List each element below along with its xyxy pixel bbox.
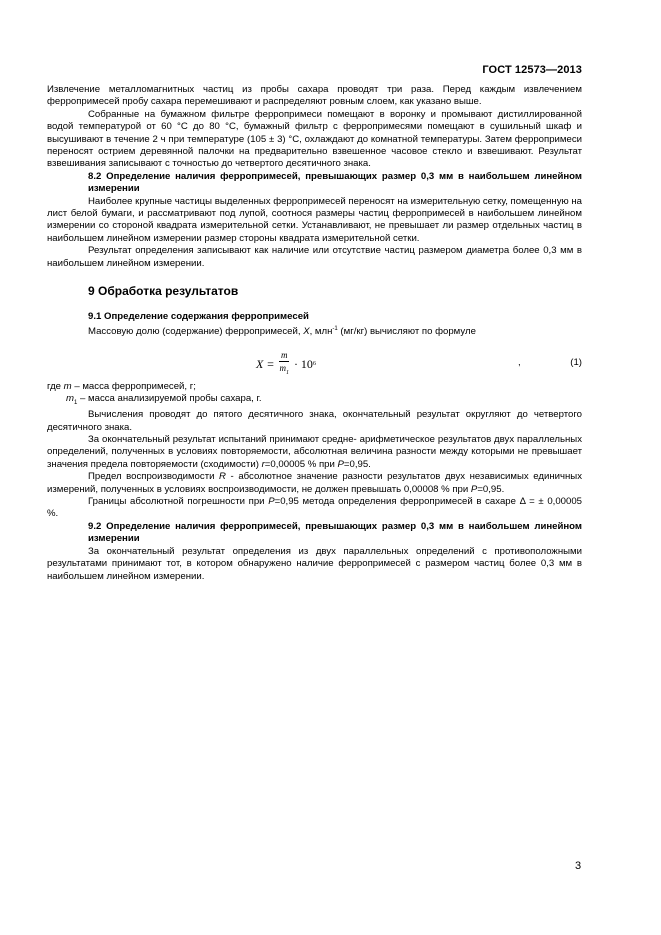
variable-p: Р — [470, 483, 478, 495]
text-run: - абсолютное значение разности результатов двух независимых единичных измерений, полученных в условиях воспроизводимости, не должен превышать 0,00008 % при — [47, 471, 582, 495]
variable-p: Р — [268, 496, 275, 508]
page-number: 3 — [575, 860, 582, 872]
section-heading-9: 9 Обработка результатов — [88, 284, 239, 299]
variable-m: m — [63, 380, 72, 392]
variable-R: R — [219, 471, 226, 483]
text-run: =0,00005 % при — [264, 458, 338, 470]
page-content — [47, 84, 583, 583]
text-run: =0,95. — [343, 458, 371, 470]
formula-1 — [88, 347, 582, 379]
denominator-var: m — [279, 362, 286, 373]
paragraph-calc-precision — [47, 409, 582, 434]
where-line-1 — [47, 381, 582, 393]
text-run: – масса анализируемой пробы сахара, г. — [77, 392, 262, 404]
subsection-heading-8-2: 8.2 Определение наличия ферропримесей, превышающих размер 0,3 мм в наибольшем линейном измерении — [88, 170, 582, 195]
formula-numerator: m — [279, 349, 290, 362]
text-run: Массовую долю (содержание) ферропримесей, — [88, 326, 304, 338]
text-run: Границы абсолютной погрешности при — [88, 496, 269, 508]
denominator-sub: 1 — [285, 369, 289, 376]
text-run: =0,95 метода определения ферропримесей в сахаре Δ = ± 0,00005 %. — [47, 496, 582, 520]
where-line-2 — [66, 393, 582, 409]
paragraph-result-record — [47, 245, 582, 270]
formula-exponent: 6 — [312, 360, 316, 367]
subscript: 1 — [74, 399, 78, 406]
paragraph-text: Извлечение металломагнитных частиц из пробы сахара проводят три раза. Перед каждым извлечением ферропримесей пробу сахара перемешивают и распределяют ровным слоем, как указано выше. — [47, 84, 582, 108]
paragraph-final-result — [47, 434, 582, 471]
text-run: =0,95. — [477, 483, 505, 495]
paragraph-formula-intro — [47, 323, 582, 339]
variable-r: r — [261, 458, 265, 470]
variable-p: Р — [337, 458, 344, 470]
formula-comma: , — [518, 356, 521, 368]
paragraph-text: Вычисления проводят до пятого десятичного знака, окончательный результат округляют до четвертого десятичного знака. — [47, 409, 582, 433]
formula-number: (1) — [570, 356, 582, 368]
paragraph-reproducibility — [47, 471, 582, 496]
paragraph-error-bounds — [47, 496, 582, 521]
variable-x: X — [303, 326, 310, 338]
text-run: где — [47, 380, 64, 392]
text-run: Предел воспроизводимости — [88, 471, 220, 483]
paragraph-filter — [47, 109, 582, 171]
text-run: (мг/кг) вычисляют по формуле — [337, 326, 476, 338]
subsection-heading-9-1: 9.1 Определение содержания ферропримесей — [88, 310, 309, 322]
paragraph-extraction — [47, 84, 582, 109]
paragraph-text: Результат определения записывают как наличие или отсутствие частиц размером диаметра более 0,3 мм в наибольшем линейном измерении. — [47, 245, 582, 269]
text-run: , млн — [309, 326, 333, 338]
paragraph-final-presence — [47, 546, 582, 583]
document-id: ГОСТ 12573—2013 — [482, 64, 582, 76]
formula-fraction — [277, 349, 291, 380]
paragraph-text: Наиболее крупные частицы выделенных ферропримесей переносят на измерительную сетку, помещенную на лист белой бумаги, и рассматривают под лупой, соотнося размеры частиц ферропримесей в наибольшем линейном измерении со стороной квадрата измерительной сетки. Устанавливают, не превышает ли размер отдельных частиц в наибольшем линейном измерении размер стороны квадрата измерительной сетки. — [47, 195, 583, 244]
paragraph-grid — [47, 196, 582, 246]
paragraph-text: Собранные на бумажном фильтре ферропримеси помещают в воронку и промывают дистиллированной водой температурой от 60 °С до 80 °С, бумажный фильтр с ферропримесями помещают в сушильный шкаф и высушивают в течение 2 ч при температуре (105 ± 3) °С, охлаждают до комнатной температуры. Затем ферропримеси переносят острием деревянной палочки на предварительно взвешенное часовое стекло и взвешивают. Результат взвешивания записывают с точностью до четвертого десятичного знака. — [47, 108, 582, 170]
variable-m1: m — [66, 392, 74, 404]
formula-lhs: X = — [256, 356, 275, 371]
formula-denominator — [277, 362, 291, 379]
superscript: -1 — [332, 325, 338, 332]
formula-expression — [256, 349, 316, 380]
text-run: – масса ферропримесей, г; — [71, 380, 196, 392]
formula-multiplier: · 10 — [293, 356, 313, 371]
subsection-heading-9-2: 9.2 Определение наличия ферропримесей, превышающих размер 0,3 мм в наибольшем линейном измерении — [88, 520, 582, 545]
paragraph-text: За окончательный результат определения из двух параллельных определений с противоположными результатами принимают тот, в котором обнаружено наличие ферропримесей с размером частиц более 0,3 мм в наибольшем линейном измерении. — [47, 545, 582, 582]
text-run: За окончательный результат испытаний принимают средне- арифметическое результатов двух параллельных определений, полученных в условиях повторяемости, абсолютная величина разности между которыми не превышает значения предела повторяемости (сходимости) — [47, 434, 582, 470]
